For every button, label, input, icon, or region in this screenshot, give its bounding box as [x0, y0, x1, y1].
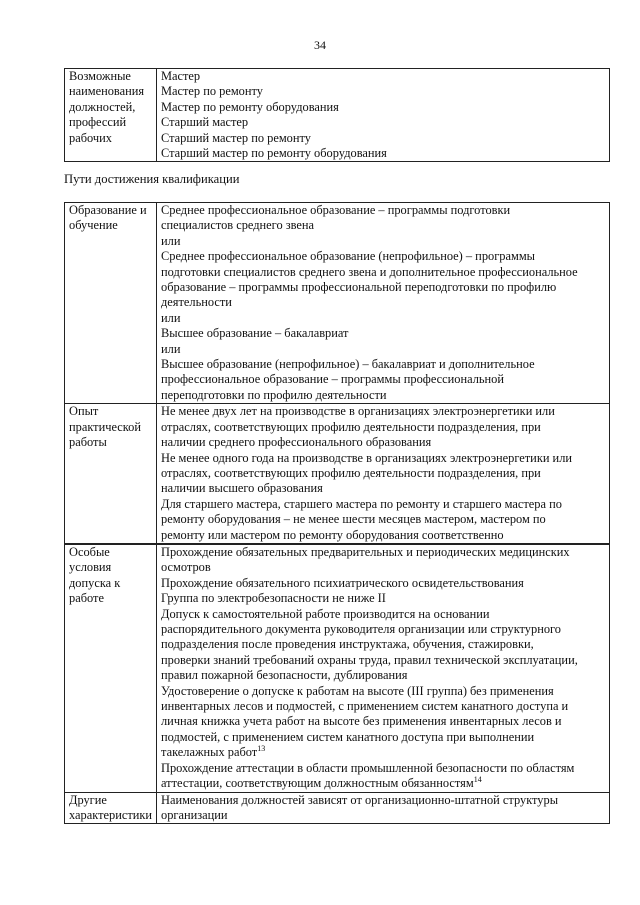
- admission-table: [64, 544, 610, 824]
- label-line: характеристики: [69, 807, 153, 822]
- admission-label-cell: [65, 545, 157, 793]
- positions-table: [64, 68, 610, 162]
- text-line: Высшее образование (непрофильное) – бакалавриат и дополнительное: [161, 357, 535, 372]
- experience-label-cell: [65, 404, 157, 544]
- position-item: Мастер по ремонту: [161, 84, 263, 99]
- text-line: специалистов среднего звена: [161, 218, 315, 233]
- text-line: Не менее одного года на производстве в организациях электроэнергетики или: [161, 450, 573, 465]
- footnote-ref: 14: [473, 774, 482, 784]
- section-heading: Пути достижения квалификации: [64, 172, 240, 186]
- positions-list-cell: [157, 69, 610, 162]
- label-line: Образование и: [69, 203, 147, 217]
- label-line: наименования: [69, 84, 145, 99]
- text-line: осмотров: [161, 560, 211, 575]
- text-line: [161, 776, 606, 791]
- label-line: профессий: [69, 115, 127, 130]
- table-row: [65, 69, 610, 162]
- label-line: работы: [69, 435, 107, 450]
- text-line: Прохождение обязательного психиатрического освидетельствования: [161, 575, 524, 590]
- label-line: работе: [69, 591, 104, 606]
- text-line: подмостей, с применением систем канатного доступа при выполнении: [161, 729, 535, 744]
- label-line: допуска к: [69, 575, 121, 590]
- text-line: распорядительного документа руководителя организации или структурного: [161, 622, 561, 637]
- text-line: проверки знаний требований охраны труда, правил технической эксплуатации,: [161, 652, 578, 667]
- label-line: Другие: [69, 792, 107, 807]
- text-line: ремонту оборудования – не менее шести месяцев мастером, мастером по: [161, 512, 546, 527]
- text-line: Для старшего мастера, старшего мастера по ремонту и старшего мастера по: [161, 496, 562, 511]
- label-line: условия: [69, 560, 112, 575]
- text-line: организации: [161, 807, 228, 822]
- text-line: Группа по электробезопасности не ниже II: [161, 591, 386, 606]
- text-line: деятельности: [161, 295, 232, 310]
- position-item: Старший мастер по ремонту оборудования: [161, 146, 387, 161]
- footnote-ref: 13: [257, 744, 266, 754]
- text-segment: такелажных работ: [161, 745, 258, 760]
- text-line: или: [161, 341, 181, 356]
- table-row: [65, 545, 610, 793]
- position-item: Мастер: [161, 69, 201, 83]
- text-line: ремонту или мастером по ремонту оборудования соответственно: [161, 527, 504, 542]
- label-line: практической: [69, 419, 141, 434]
- text-line: образование – программы профессиональной переподготовки по профилю: [161, 280, 557, 295]
- text-line: переподготовки по профилю деятельности: [161, 387, 387, 402]
- text-line: профессиональное образование – программы профессиональной: [161, 372, 504, 387]
- label-line: обучение: [69, 218, 118, 233]
- text-line: Удостоверение о допуске к работам на высоте (III группа) без применения: [161, 683, 554, 698]
- text-line: Допуск к самостоятельной работе производится на основании: [161, 606, 490, 621]
- text-segment: аттестации, соответствующим должностным обязанностям: [161, 776, 474, 791]
- experience-content-cell: [157, 404, 610, 544]
- text-line: Прохождение аттестации в области промышленной безопасности по областям: [161, 760, 575, 775]
- position-item: Мастер по ремонту оборудования: [161, 99, 339, 114]
- position-item: Старший мастер: [161, 115, 249, 130]
- position-item: Старший мастер по ремонту: [161, 130, 311, 145]
- label-line: Опыт: [69, 404, 99, 419]
- admission-content-cell: [157, 545, 610, 793]
- text-line: правил пожарной безопасности, дублирования: [161, 668, 408, 683]
- label-line: Возможные: [69, 69, 131, 83]
- label-line: рабочих: [69, 130, 112, 145]
- text-line: наличии среднего профессионального образования: [161, 435, 432, 450]
- label-line: должностей,: [69, 99, 136, 114]
- text-line: отраслях, соответствующих профилю деятельности подразделения, при: [161, 419, 541, 434]
- page-number: 34: [314, 38, 326, 52]
- text-line: наличии высшего образования: [161, 481, 323, 496]
- qualification-table: [64, 202, 610, 544]
- text-line: Среднее профессиональное образование – программы подготовки: [161, 203, 511, 217]
- text-line: Среднее профессиональное образование (непрофильное) – программы: [161, 249, 535, 264]
- text-line: инвентарных лесов и подмостей, с применением систем канатного доступа и: [161, 699, 569, 714]
- text-line: Высшее образование – бакалавриат: [161, 326, 349, 341]
- text-line: [161, 745, 606, 760]
- text-line: или: [161, 310, 181, 325]
- text-line: подразделения после проведения инструктажа, обучения, стажировки,: [161, 637, 534, 652]
- text-line: Прохождение обязательных предварительных и периодических медицинских: [161, 545, 570, 559]
- table-row: [65, 203, 610, 404]
- other-label-cell: [65, 792, 157, 824]
- text-line: личная книжка учета работ на высоте без применения инвентарных лесов и: [161, 714, 562, 729]
- other-content-cell: [157, 792, 610, 824]
- text-line: Не менее двух лет на производстве в организациях электроэнергетики или: [161, 404, 555, 419]
- text-line: подготовки специалистов среднего звена и дополнительное профессиональное: [161, 264, 578, 279]
- table-row: [65, 404, 610, 544]
- text-line: или: [161, 233, 181, 248]
- text-line: Наименования должностей зависят от организационно-штатной структуры: [161, 792, 559, 807]
- education-label-cell: [65, 203, 157, 404]
- label-line: Особые: [69, 545, 110, 559]
- text-line: отраслях, соответствующих профилю деятельности подразделения, при: [161, 465, 541, 480]
- education-content-cell: [157, 203, 610, 404]
- table-row: [65, 792, 610, 824]
- positions-label-cell: [65, 69, 157, 162]
